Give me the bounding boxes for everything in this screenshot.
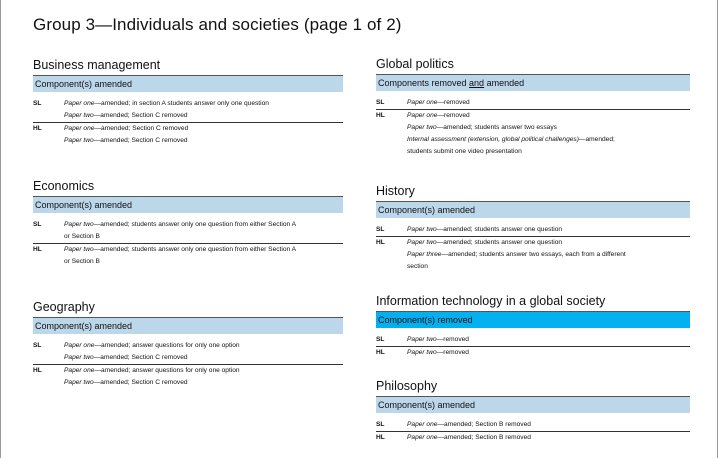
section-philosophy — [376, 379, 690, 444]
level-label: SL — [33, 342, 42, 349]
level-label: HL — [33, 367, 42, 374]
level-row-hl — [376, 346, 690, 359]
component-change: Paper three—amended; students answer two essays, each from a different — [407, 251, 626, 258]
section-title: Philosophy — [376, 379, 438, 393]
page-title: Group 3—Individuals and societies (page 1 of 2) — [33, 15, 402, 34]
component-change: Paper two—amended; Section C removed — [64, 379, 188, 386]
component-header: Component(s) amended — [33, 196, 343, 213]
component-header: Component(s) amended — [33, 317, 343, 334]
component-change: Paper one—amended; answer questions for only one option — [64, 342, 240, 349]
section-title: History — [376, 184, 415, 198]
level-row-sl — [33, 340, 343, 364]
component-change: Paper one—removed — [407, 99, 470, 106]
component-change: Paper two—amended; Section C removed — [64, 354, 188, 361]
section-title: Geography — [33, 300, 95, 314]
component-change: Internal assessment (extension, global political challenges)—amended; — [407, 136, 615, 143]
section-title: Economics — [33, 179, 95, 193]
level-row-sl — [33, 219, 343, 243]
component-change: Paper two—amended; Section C removed — [64, 112, 188, 119]
component-change: Paper two—amended; Section C removed — [64, 137, 188, 144]
level-rows — [376, 97, 690, 158]
level-row-sl — [376, 334, 690, 346]
level-label: HL — [33, 125, 42, 132]
level-label: SL — [376, 99, 385, 106]
component-header: Components removed and amended — [376, 74, 690, 91]
level-rows — [33, 219, 343, 268]
component-change: Paper two—removed — [407, 349, 469, 356]
level-row-hl — [33, 122, 343, 147]
section-economics — [33, 179, 343, 268]
section-title: Global politics — [376, 57, 454, 71]
level-label: SL — [376, 421, 385, 428]
component-change: Paper one—amended; Section C removed — [64, 125, 189, 132]
level-row-sl — [376, 224, 690, 236]
level-row-sl — [376, 97, 690, 109]
level-label: HL — [33, 246, 42, 253]
level-row-sl — [33, 98, 343, 122]
level-label: SL — [33, 100, 42, 107]
component-change: Paper one—amended; Section B removed — [407, 421, 531, 428]
level-row-sl — [376, 419, 690, 431]
level-label: SL — [376, 336, 385, 343]
component-change: section — [407, 263, 428, 270]
section-geography — [33, 300, 343, 389]
section-history — [376, 184, 690, 273]
level-label: SL — [33, 221, 42, 228]
component-change: Paper two—amended; students answer two essays — [407, 124, 557, 131]
level-label: HL — [376, 112, 385, 119]
component-header: Component(s) amended — [376, 396, 690, 413]
component-header: Component(s) removed — [376, 311, 690, 328]
component-change: Paper two—amended; students answer only one question from either Section A — [64, 246, 297, 253]
section-title: Business management — [33, 58, 161, 72]
level-label: HL — [376, 349, 385, 356]
level-label: HL — [376, 239, 385, 246]
level-rows — [376, 224, 690, 273]
component-change: Paper two—amended; students answer only one question from either Section A — [64, 221, 297, 228]
level-label: SL — [376, 226, 385, 233]
component-change: Paper one—amended; answer questions for only one option — [64, 367, 240, 374]
section-title: Information technology in a global society — [376, 294, 606, 308]
component-change: students submit one video presentation — [407, 148, 522, 155]
component-change: Paper one—amended; Section B removed — [407, 434, 531, 441]
component-change: or Section B — [64, 233, 100, 240]
component-change: Paper one—removed — [407, 112, 470, 119]
component-change: Paper two—amended; students answer one question — [407, 226, 563, 233]
level-rows — [33, 340, 343, 389]
component-change: Paper two—removed — [407, 336, 469, 343]
section-global-politics — [376, 57, 690, 158]
component-change: Paper two—amended; students answer one question — [407, 239, 563, 246]
level-rows — [376, 334, 690, 359]
level-row-hl — [33, 243, 343, 268]
level-row-hl — [376, 236, 690, 273]
component-header: Component(s) amended — [376, 201, 690, 218]
section-information-technology-in-a-global-society — [376, 294, 690, 359]
level-label: HL — [376, 434, 385, 441]
component-change: or Section B — [64, 258, 100, 265]
level-rows — [33, 98, 343, 147]
component-header: Component(s) amended — [33, 75, 343, 92]
level-rows — [376, 419, 690, 444]
level-row-hl — [376, 431, 690, 444]
component-change: Paper one—amended; in section A students answer only one question — [64, 100, 269, 107]
level-row-hl — [33, 364, 343, 389]
level-row-hl — [376, 109, 690, 158]
section-business-management — [33, 58, 343, 147]
